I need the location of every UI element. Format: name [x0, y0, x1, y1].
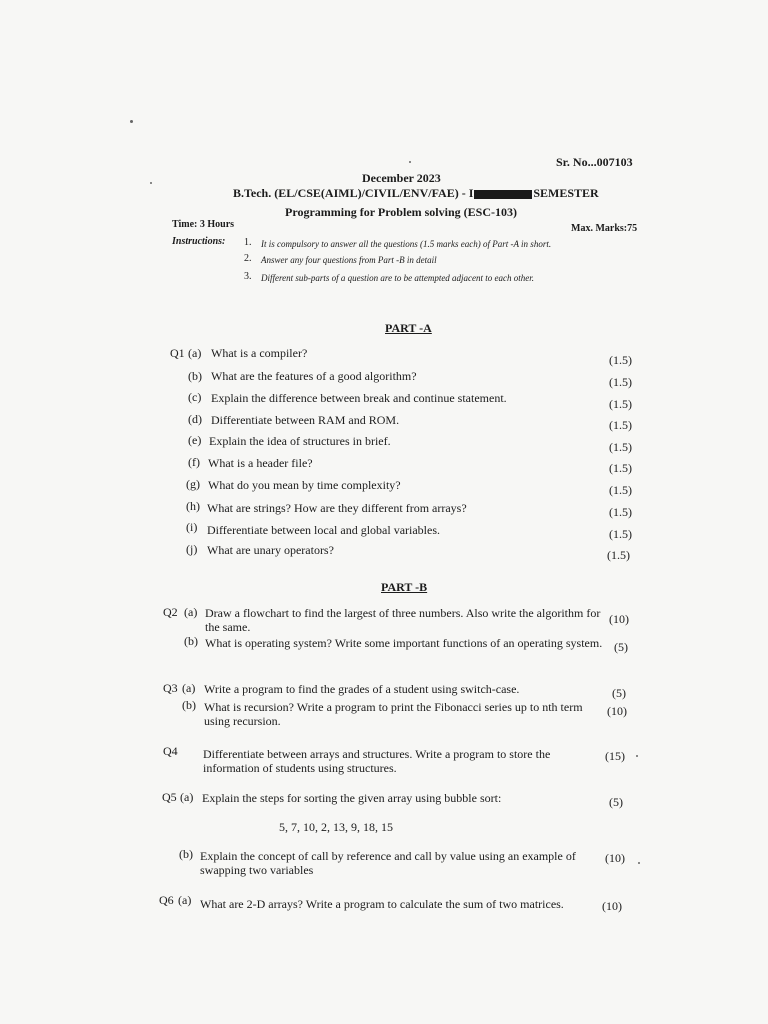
q1a-sub: (a)	[188, 346, 202, 360]
q6a-sub: (a)	[178, 893, 192, 907]
q1b-marks: (1.5)	[609, 375, 632, 389]
q3b-text: What is recursion? Write a program to print the Fibonacci series up to nth term using recursion.	[204, 700, 583, 728]
q1i-marks: (1.5)	[609, 527, 632, 541]
q1d-sub: (d)	[188, 412, 202, 426]
q5a-sub: (a)	[180, 790, 194, 804]
q1f-text: What is a header file?	[208, 456, 313, 470]
q5b-sub: (b)	[179, 847, 193, 861]
serial-number: Sr. No...007103	[556, 155, 633, 169]
instruction-2-num: 2.	[244, 253, 252, 264]
part-b-heading: PART -B	[381, 580, 428, 594]
q2a-marks: (10)	[609, 612, 629, 626]
program-prefix: B.Tech. (EL/CSE(AIML)/CIVIL/ENV/FAE) - I	[233, 186, 474, 200]
q3a-sub: (a)	[182, 681, 196, 695]
q2b-sub: (b)	[184, 634, 198, 648]
q4-label: Q4	[163, 744, 178, 758]
q1e-sub: (e)	[188, 433, 202, 447]
q4-marks: (15)	[605, 749, 625, 763]
exam-month: December 2023	[362, 171, 441, 185]
course-title: Programming for Problem solving (ESC-103)	[285, 205, 517, 219]
program-line	[233, 186, 599, 201]
q1g-text: What do you mean by time complexity?	[208, 478, 401, 492]
max-marks: Max. Marks:75	[571, 223, 638, 234]
instruction-1-text: It is compulsory to answer all the questions (1.5 marks each) of Part -A in short.	[261, 239, 552, 249]
q5b-marks: (10)	[605, 851, 625, 865]
instruction-3-num: 3.	[244, 271, 252, 282]
q1c-marks: (1.5)	[609, 397, 632, 411]
q1a-text: What is a compiler?	[211, 346, 308, 360]
q6-label: Q6	[159, 893, 174, 907]
q1b-text: What are the features of a good algorithm?	[211, 369, 417, 383]
q2a-sub: (a)	[184, 605, 198, 619]
q1e-text: Explain the idea of structures in brief.	[209, 434, 391, 448]
q4-text: Differentiate between arrays and structures. Write a program to store the information of students using structures.	[203, 747, 551, 775]
scan-speck	[636, 755, 638, 757]
instruction-2-text: Answer any four questions from Part -B in detail	[261, 255, 437, 265]
q5a-text: Explain the steps for sorting the given array using bubble sort:	[202, 791, 502, 805]
q1j-sub: (j)	[186, 542, 198, 556]
scan-speck	[638, 862, 640, 864]
q1c-sub: (c)	[188, 390, 202, 404]
q2b-marks: (5)	[614, 640, 628, 654]
scan-speck	[130, 120, 133, 123]
q1h-sub: (h)	[186, 499, 200, 513]
q1j-marks: (1.5)	[607, 548, 630, 562]
q1e-marks: (1.5)	[609, 440, 632, 454]
q1f-sub: (f)	[188, 455, 200, 469]
instruction-3-text: Different sub-parts of a question are to be attempted adjacent to each other.	[261, 273, 535, 283]
scan-speck	[150, 182, 152, 184]
instructions-label: Instructions:	[172, 236, 226, 247]
redaction-mark	[474, 190, 532, 199]
q5-label: Q5	[162, 790, 177, 804]
q1d-text: Differentiate between RAM and ROM.	[211, 413, 400, 427]
q1h-marks: (1.5)	[609, 505, 632, 519]
q1h-text: What are strings? How are they different from arrays?	[207, 501, 467, 515]
q1i-text: Differentiate between local and global variables.	[207, 523, 441, 537]
q5b-text: Explain the concept of call by reference and call by value using an example of swapping two variables	[200, 849, 576, 877]
q2a-text: Draw a flowchart to find the largest of three numbers. Also write the algorithm for the same.	[205, 606, 601, 634]
q1g-marks: (1.5)	[609, 483, 632, 497]
program-suffix: SEMESTER	[533, 186, 599, 200]
q1i-sub: (i)	[186, 520, 198, 534]
q3a-text: Write a program to find the grades of a student using switch-case.	[204, 682, 520, 696]
q3b-sub: (b)	[182, 698, 196, 712]
q1a-marks: (1.5)	[609, 353, 632, 367]
q1c-text: Explain the difference between break and continue statement.	[211, 391, 507, 405]
q2b-text: What is operating system? Write some important functions of an operating system.	[205, 636, 603, 650]
q1-label: Q1	[170, 346, 185, 360]
q1d-marks: (1.5)	[609, 418, 632, 432]
scan-speck	[409, 161, 411, 163]
instruction-1-num: 1.	[244, 237, 252, 248]
q3b-marks: (10)	[607, 704, 627, 718]
q6a-text: What are 2-D arrays? Write a program to calculate the sum of two matrices.	[200, 897, 564, 911]
q5a-marks: (5)	[609, 795, 623, 809]
q2-label: Q2	[163, 605, 178, 619]
q1j-text: What are unary operators?	[207, 543, 334, 557]
q1g-sub: (g)	[186, 477, 200, 491]
q1f-marks: (1.5)	[609, 461, 632, 475]
q1b-sub: (b)	[188, 369, 202, 383]
q6a-marks: (10)	[602, 899, 622, 913]
q3a-marks: (5)	[612, 686, 626, 700]
time-allowed: Time: 3 Hours	[172, 219, 235, 230]
q5-array: 5, 7, 10, 2, 13, 9, 18, 15	[279, 820, 393, 834]
q3-label: Q3	[163, 681, 178, 695]
part-a-heading: PART -A	[385, 321, 432, 335]
